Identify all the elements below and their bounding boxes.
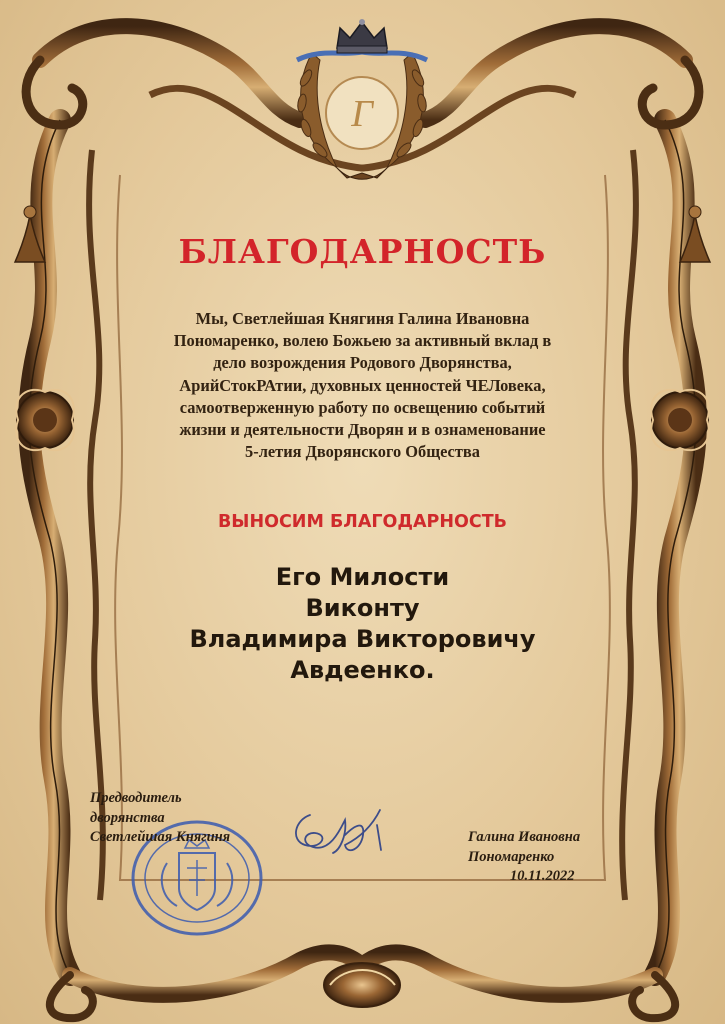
crown-icon xyxy=(337,19,387,53)
signatory-name-block xyxy=(468,828,580,887)
bottom-scrolls xyxy=(50,952,675,1018)
crest-emblem xyxy=(282,18,442,188)
body-line: 5-летия Дворянского Общества xyxy=(245,442,480,462)
recipient-line: Виконту xyxy=(305,594,420,622)
recipient-name-block xyxy=(0,562,725,686)
body-line: АрийСтокРАтии, духовных ценностей ЧЕЛовека, xyxy=(179,375,546,395)
body-line: дело возрождения Родового Дворянства, xyxy=(213,353,512,373)
issue-date: 10.11.2022 xyxy=(510,868,575,884)
signatory-title-line: Светлейшая Княгиня xyxy=(90,829,231,845)
body-line: самоотверженную работу по освещению событий xyxy=(179,397,546,417)
signatory-name: Галина Ивановна xyxy=(468,829,581,845)
certificate-subtitle: ВЫНОСИМ БЛАГОДАРНОСТЬ xyxy=(217,512,508,532)
certificate-body-text xyxy=(130,308,595,463)
body-line: Мы, Светлейшая Княгиня Галина Ивановна xyxy=(195,309,530,328)
body-line: жизни и деятельности Дворян и в ознаменование xyxy=(179,420,546,440)
signatory-surname: Пономаренко xyxy=(468,848,555,865)
signatory-title-line: дворянства xyxy=(90,809,165,826)
signatory-title-block xyxy=(90,789,230,848)
recipient-line: Его Милости xyxy=(275,563,450,591)
monogram-letter: Г xyxy=(351,93,373,135)
body-line: Пономаренко, волею Божьею за активный вклад в xyxy=(173,331,552,351)
certificate-title: БЛАГОДАРНОСТЬ xyxy=(178,232,547,271)
recipient-line: Владимира Викторовичу xyxy=(189,625,536,653)
ribbon-bow-icon xyxy=(337,168,387,179)
signatory-title-line: Предводитель xyxy=(90,790,182,806)
handwritten-signature xyxy=(285,795,395,865)
recipient-line: Авдеенко. xyxy=(290,656,435,684)
